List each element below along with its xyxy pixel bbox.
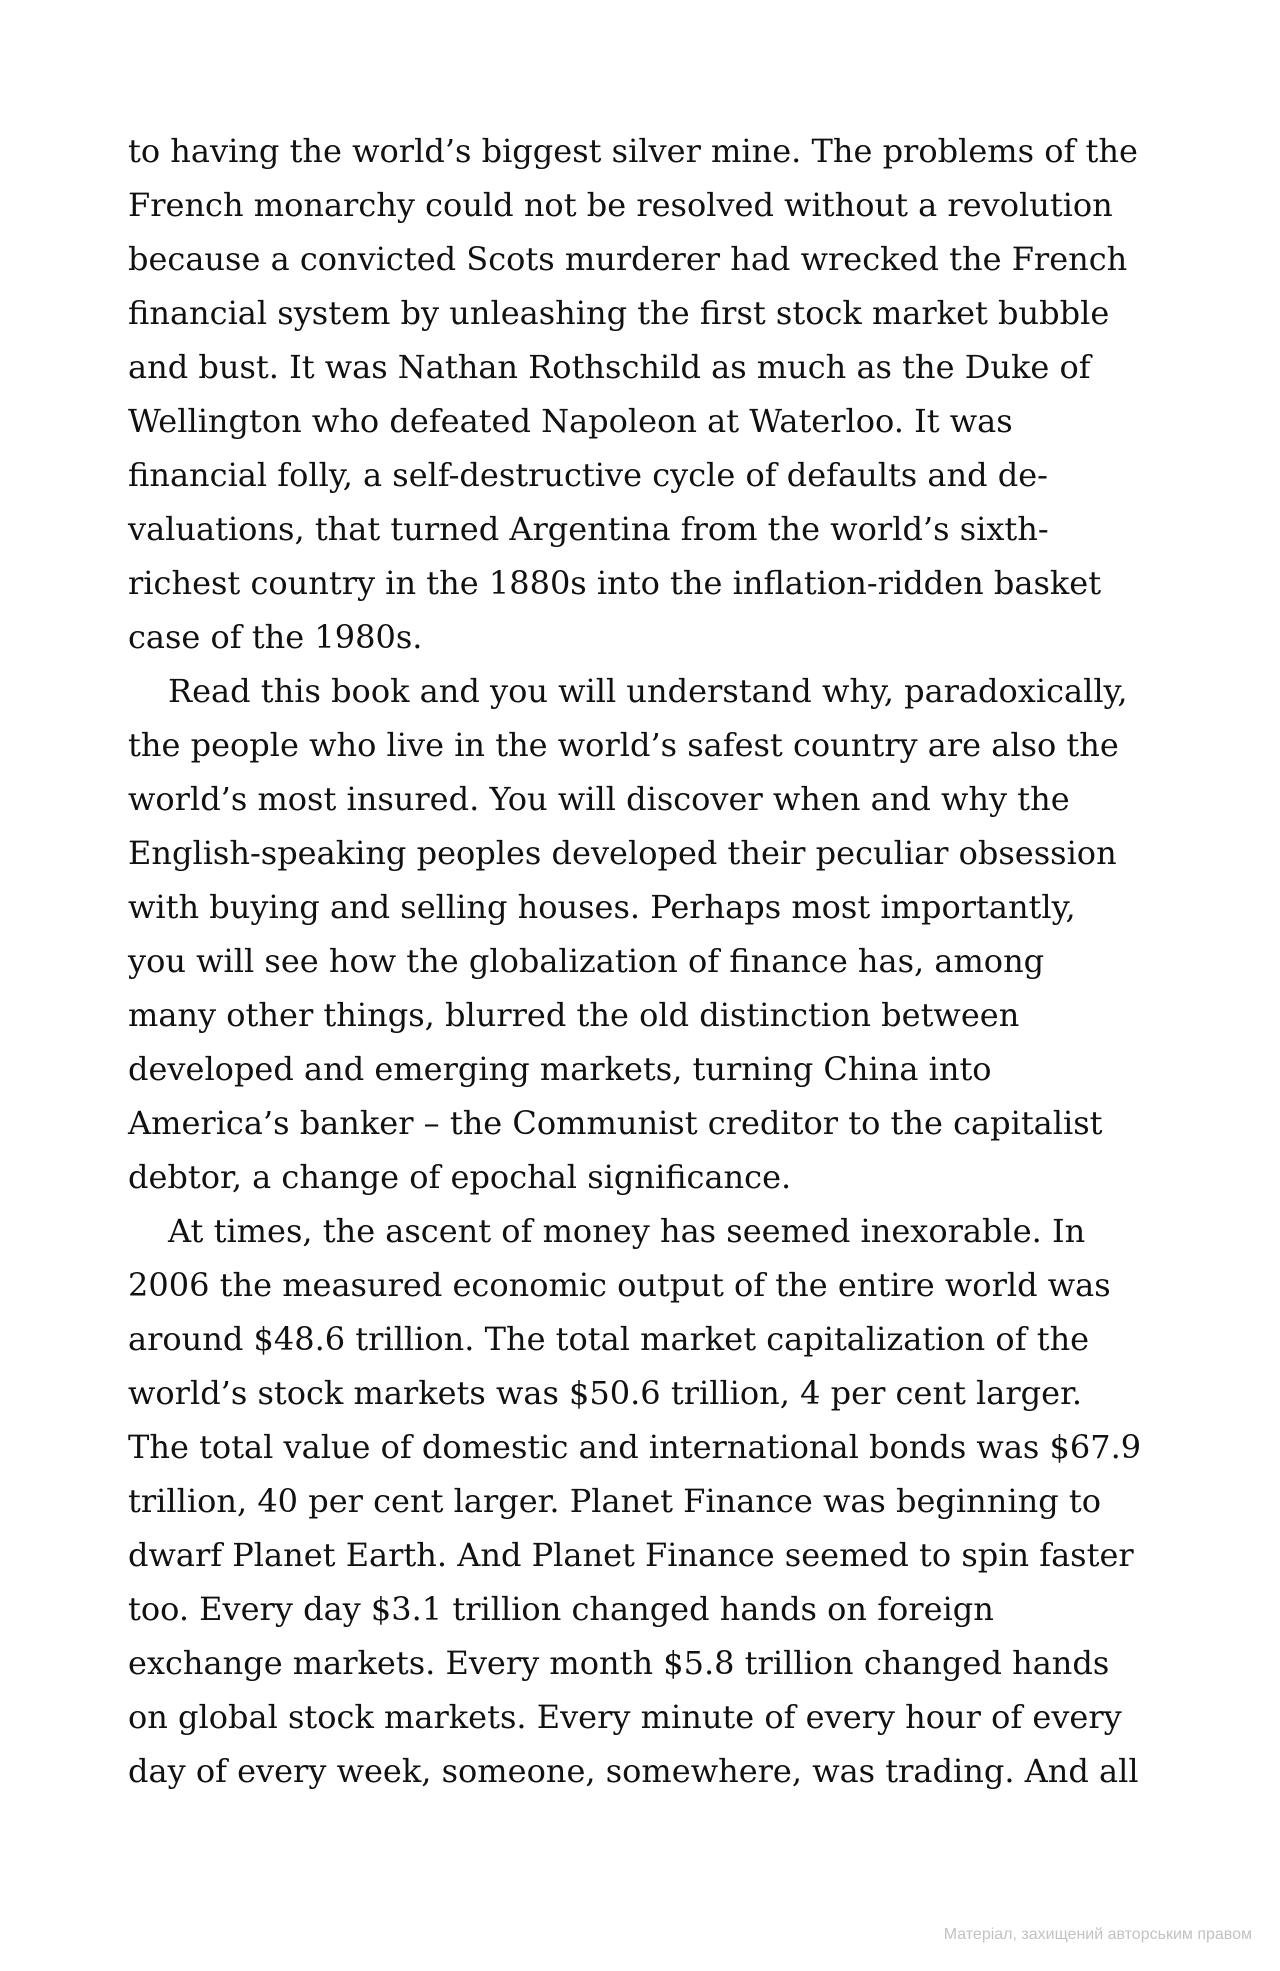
- text-line: world’s most insured. You will discover when and why the: [128, 780, 1070, 818]
- text-line: America’s banker – the Communist creditor to the capitalist: [128, 1104, 1103, 1142]
- text-line: financial system by unleashing the first stock market bubble: [128, 294, 1110, 332]
- text-line: English-speaking peoples developed their peculiar obsession: [128, 834, 1117, 872]
- text-line: you will see how the globalization of finance has, among: [128, 942, 1045, 980]
- text-line: to having the world’s biggest silver mine. The problems of the: [128, 132, 1138, 170]
- text-line: many other things, blurred the old distinction between: [128, 996, 1020, 1034]
- text-line: debtor, a change of epochal significance.: [128, 1158, 792, 1196]
- text-line: around $48.6 trillion. The total market capitalization of the: [128, 1320, 1090, 1358]
- text-line: on global stock markets. Every minute of every hour of every: [128, 1698, 1122, 1736]
- text-line: developed and emerging markets, turning China into: [128, 1050, 992, 1088]
- text-line: exchange markets. Every month $5.8 trillion changed hands: [128, 1644, 1110, 1682]
- text-line: world’s stock markets was $50.6 trillion, 4 per cent larger.: [128, 1374, 1083, 1412]
- text-line: French monarchy could not be resolved without a revolution: [128, 186, 1113, 224]
- text-line: too. Every day $3.1 trillion changed hands on foreign: [128, 1590, 994, 1628]
- paragraph-1: [128, 124, 1158, 664]
- text-line-first: At times, the ascent of money has seemed inexorable. In: [168, 1212, 1086, 1250]
- text-line: valuations, that turned Argentina from the world’s sixth-: [128, 510, 1049, 548]
- text-line: and bust. It was Nathan Rothschild as much as the Duke of: [128, 348, 1091, 386]
- text-line: case of the 1980s.: [128, 618, 423, 656]
- paragraph-2: [128, 664, 1158, 1204]
- text-line: richest country in the 1880s into the inflation-ridden basket: [128, 564, 1102, 602]
- text-line: with buying and selling houses. Perhaps most importantly,: [128, 888, 1076, 926]
- paragraph-3: [128, 1204, 1158, 1798]
- text-line: The total value of domestic and international bonds was $67.9: [128, 1428, 1142, 1466]
- text-line: the people who live in the world’s safest country are also the: [128, 726, 1119, 764]
- text-line: financial folly, a self-destructive cycle of defaults and de-: [128, 456, 1048, 494]
- book-page: [128, 124, 1158, 1798]
- text-line: Wellington who defeated Napoleon at Waterloo. It was: [128, 402, 1013, 440]
- text-line: trillion, 40 per cent larger. Planet Finance was beginning to: [128, 1482, 1101, 1520]
- text-line: dwarf Planet Earth. And Planet Finance seemed to spin faster: [128, 1536, 1134, 1574]
- text-line: because a convicted Scots murderer had wrecked the French: [128, 240, 1128, 278]
- text-line-first: Read this book and you will understand why, paradoxically,: [168, 672, 1128, 710]
- copyright-watermark: Матеріал, захищений авторським правом: [943, 1926, 1252, 1943]
- text-line: 2006 the measured economic output of the entire world was: [128, 1266, 1111, 1304]
- text-line: day of every week, someone, somewhere, was trading. And all: [128, 1752, 1139, 1790]
